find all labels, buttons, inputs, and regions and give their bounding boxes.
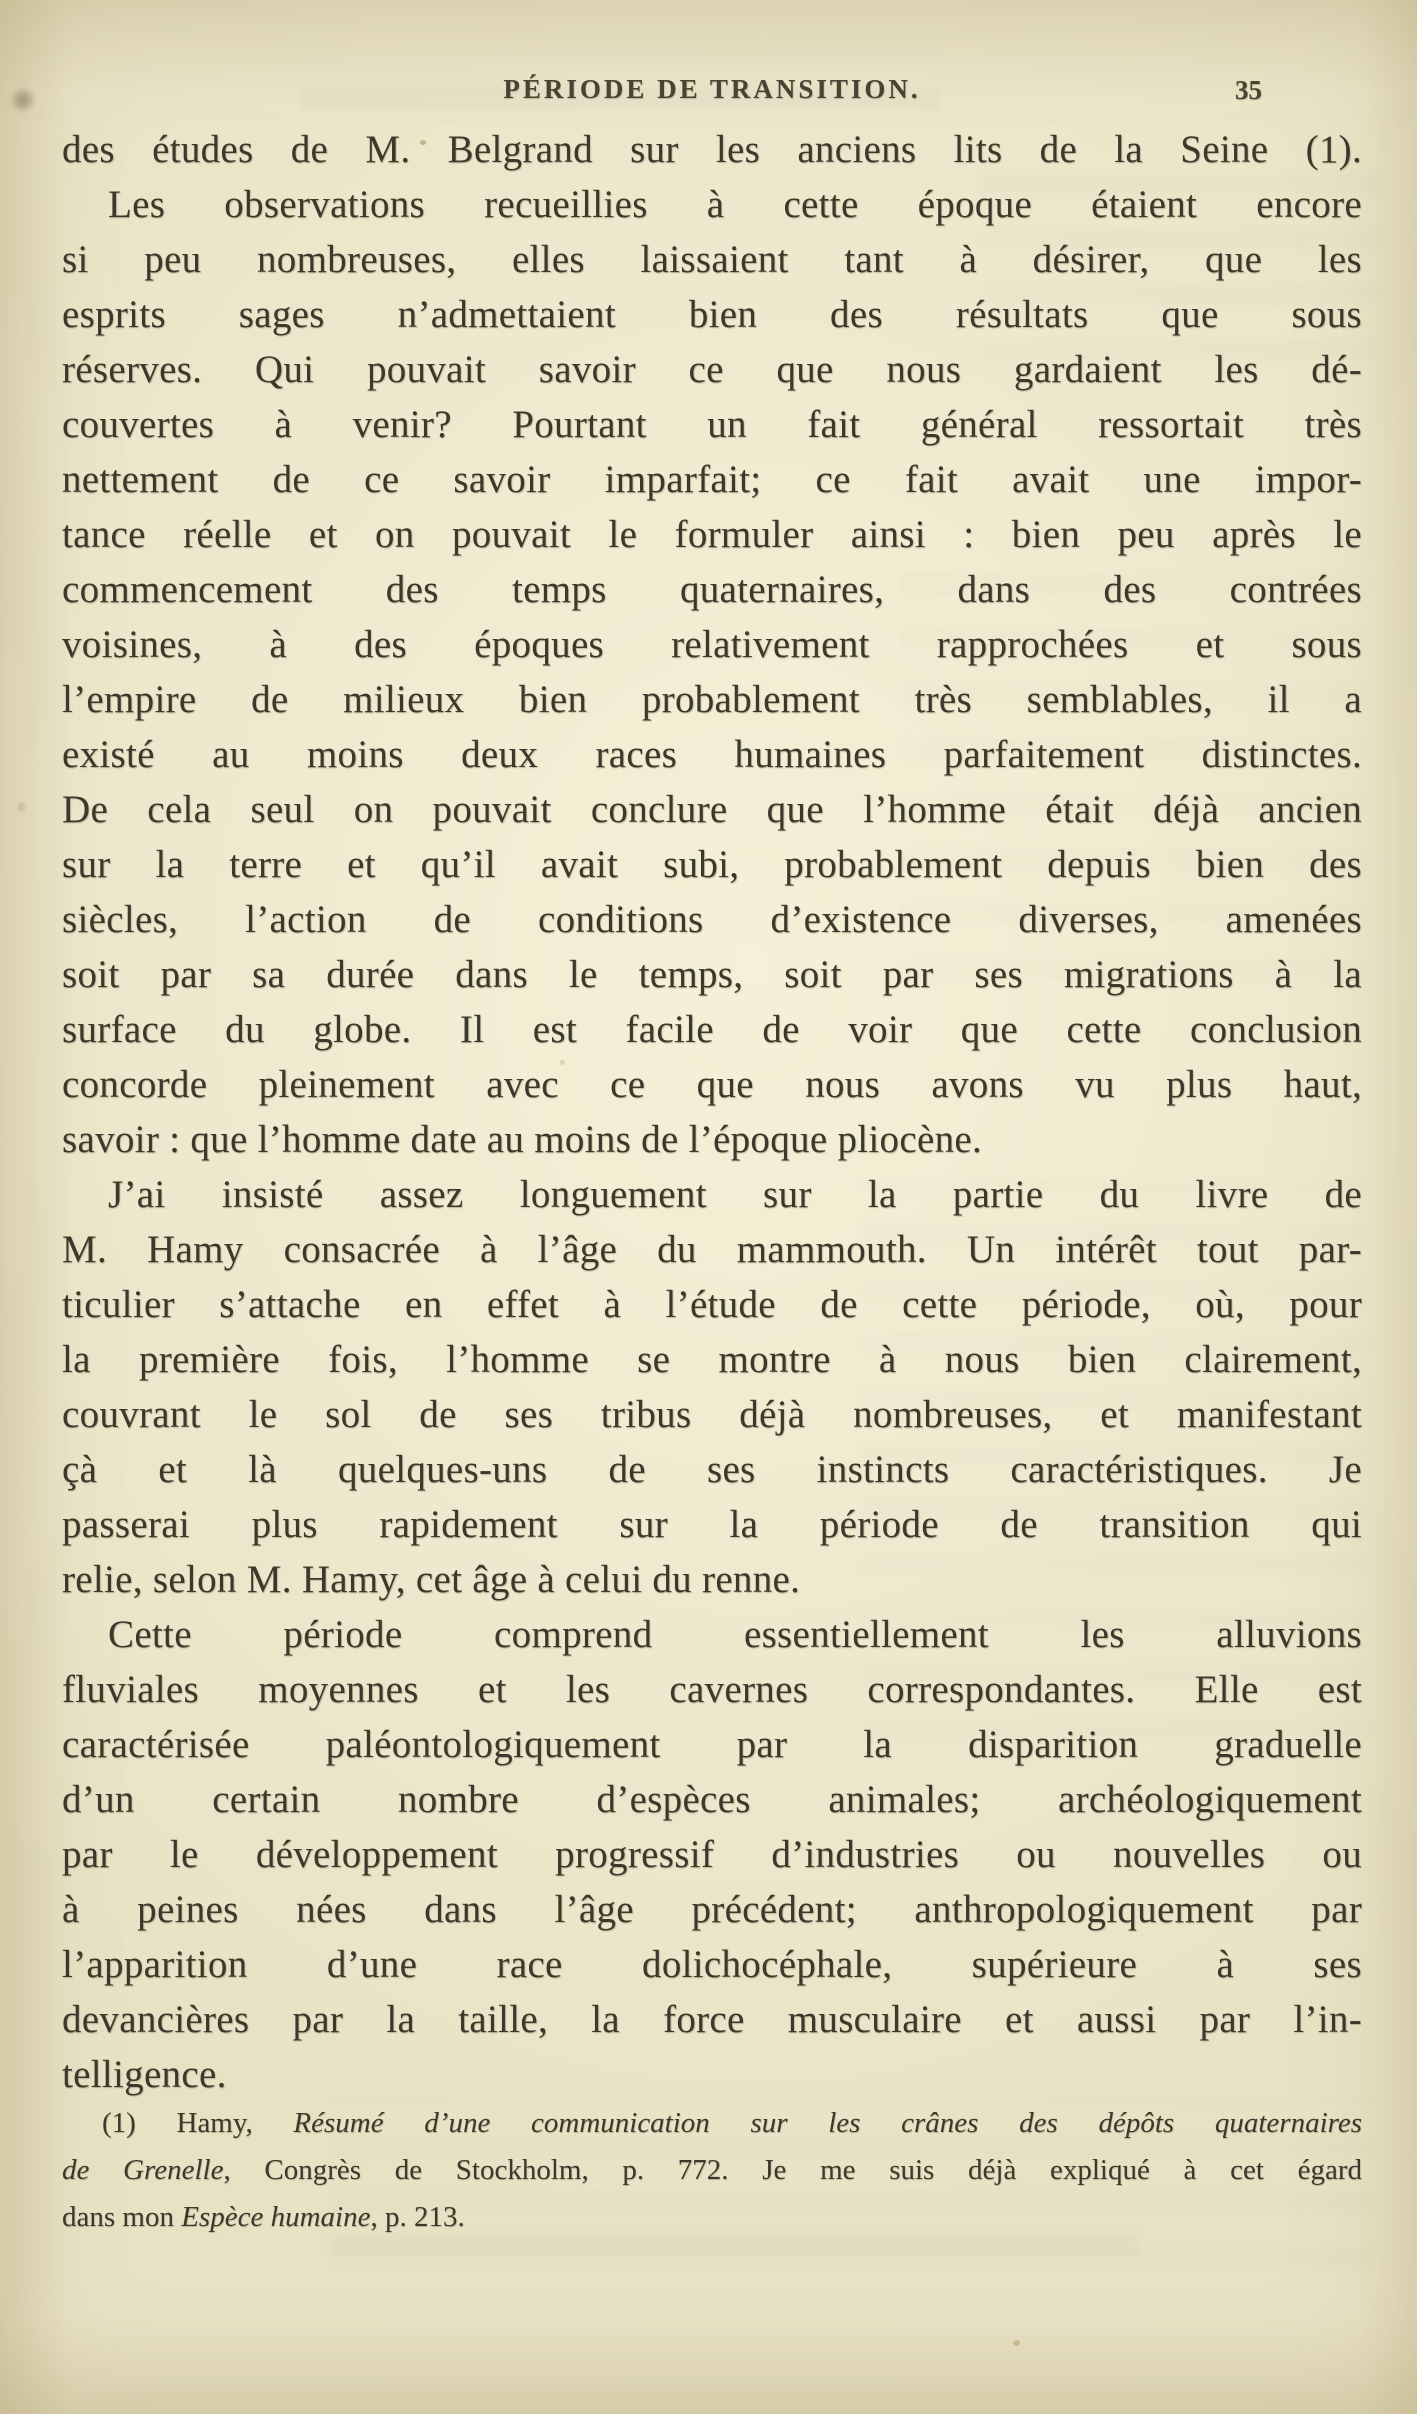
body-line: savoir : que l’homme date au moins de l’époque pliocène.: [62, 1118, 983, 1161]
paper-speck: [1013, 2340, 1020, 2346]
page-number: 35: [1235, 75, 1262, 105]
body-line: réserves. Qui pouvait savoir ce que nous gardaient les dé-: [62, 348, 1362, 391]
footnote-text: (1) Hamy,: [102, 2107, 294, 2139]
footnote: [62, 2100, 1362, 2241]
body-line: par le développement progressif d’industries ou nouvelles ou: [62, 1833, 1362, 1876]
body-line: relie, selon M. Hamy, cet âge à celui du renne.: [62, 1558, 801, 1601]
body-line: çà et là quelques-uns de ses instincts caractéristiques. Je: [62, 1448, 1362, 1491]
body-line: couvertes à venir? Pourtant un fait général ressortait très: [62, 403, 1362, 446]
body-line: M. Hamy consacrée à l’âge du mammouth. Un intérêt tout par-: [62, 1228, 1362, 1271]
footnote-italic-title: de Grenelle: [62, 2154, 224, 2186]
footnote-italic-title: Résumé d’une communication sur les crânes des dépôts quaternaires: [293, 2107, 1362, 2139]
paper-speck: [18, 802, 25, 812]
body-line: siècles, l’action de conditions d’existence diverses, amenées: [62, 898, 1362, 941]
body-line: caractérisée paléontologiquement par la disparition graduelle: [62, 1723, 1362, 1766]
body-line: passerai plus rapidement sur la période de transition qui: [62, 1503, 1362, 1546]
body-line: voisines, à des époques relativement rapprochées et sous: [62, 623, 1362, 666]
body-line: Cette période comprend essentiellement les alluvions: [108, 1613, 1362, 1656]
body-line: nettement de ce savoir imparfait; ce fait avait une impor-: [62, 458, 1362, 501]
body-line: si peu nombreuses, elles laissaient tant à désirer, que les: [62, 238, 1362, 281]
footnote-line: [62, 2194, 1362, 2241]
body-line: existé au moins deux races humaines parfaitement distinctes.: [62, 733, 1362, 776]
body-line: sur la terre et qu’il avait subi, probablement depuis bien des: [62, 843, 1362, 886]
body-line: des études de M. Belgrand sur les anciens lits de la Seine (1).: [62, 128, 1362, 171]
body-line: devancières par la taille, la force musculaire et aussi par l’in-: [62, 1998, 1362, 2041]
body-line: l’apparition d’une race dolichocéphale, supérieure à ses: [62, 1943, 1362, 1986]
footnote-line: [62, 2100, 1362, 2147]
body-text: [62, 122, 1362, 2102]
body-line: ticulier s’attache en effet à l’étude de cette période, où, pour: [62, 1283, 1362, 1326]
footnote-italic-title: Espèce humaine: [181, 2201, 371, 2233]
footnote-line: [62, 2147, 1362, 2194]
body-line: esprits sages n’admettaient bien des résultats que sous: [62, 293, 1362, 336]
footnote-text: , p. 213.: [370, 2201, 465, 2233]
body-line: Les observations recueillies à cette époque étaient encore: [108, 183, 1362, 226]
body-line: tance réelle et on pouvait le formuler ainsi : bien peu après le: [62, 513, 1362, 556]
footnote-text: , Congrès de Stockholm, p. 772. Je me suis déjà expliqué à cet égard: [223, 2154, 1362, 2186]
body-line: commencement des temps quaternaires, dans des contrées: [62, 568, 1362, 611]
page-header: [62, 74, 1362, 114]
body-line: fluviales moyennes et les cavernes correspondantes. Elle est: [62, 1668, 1362, 1711]
body-line: soit par sa durée dans le temps, soit par ses migrations à la: [62, 953, 1362, 996]
footnote-text: dans mon: [62, 2201, 182, 2233]
body-line: à peines nées dans l’âge précédent; anthropologiquement par: [62, 1888, 1362, 1931]
body-line: la première fois, l’homme se montre à nous bien clairement,: [62, 1338, 1362, 1381]
body-line: l’empire de milieux bien probablement très semblables, il a: [62, 678, 1362, 721]
body-line: telligence.: [62, 2053, 227, 2096]
running-title: PÉRIODE DE TRANSITION.: [503, 74, 921, 104]
body-line: J’ai insisté assez longuement sur la partie du livre de: [108, 1173, 1362, 1216]
body-line: De cela seul on pouvait conclure que l’homme était déjà ancien: [62, 788, 1362, 831]
body-line: d’un certain nombre d’espèces animales; archéologiquement: [62, 1778, 1362, 1821]
body-line: surface du globe. Il est facile de voir que cette conclusion: [62, 1008, 1362, 1051]
body-line: couvrant le sol de ses tribus déjà nombreuses, et manifestant: [62, 1393, 1362, 1436]
ink-smudge-artifact: [10, 88, 36, 112]
body-line: concorde pleinement avec ce que nous avons vu plus haut,: [62, 1063, 1362, 1106]
